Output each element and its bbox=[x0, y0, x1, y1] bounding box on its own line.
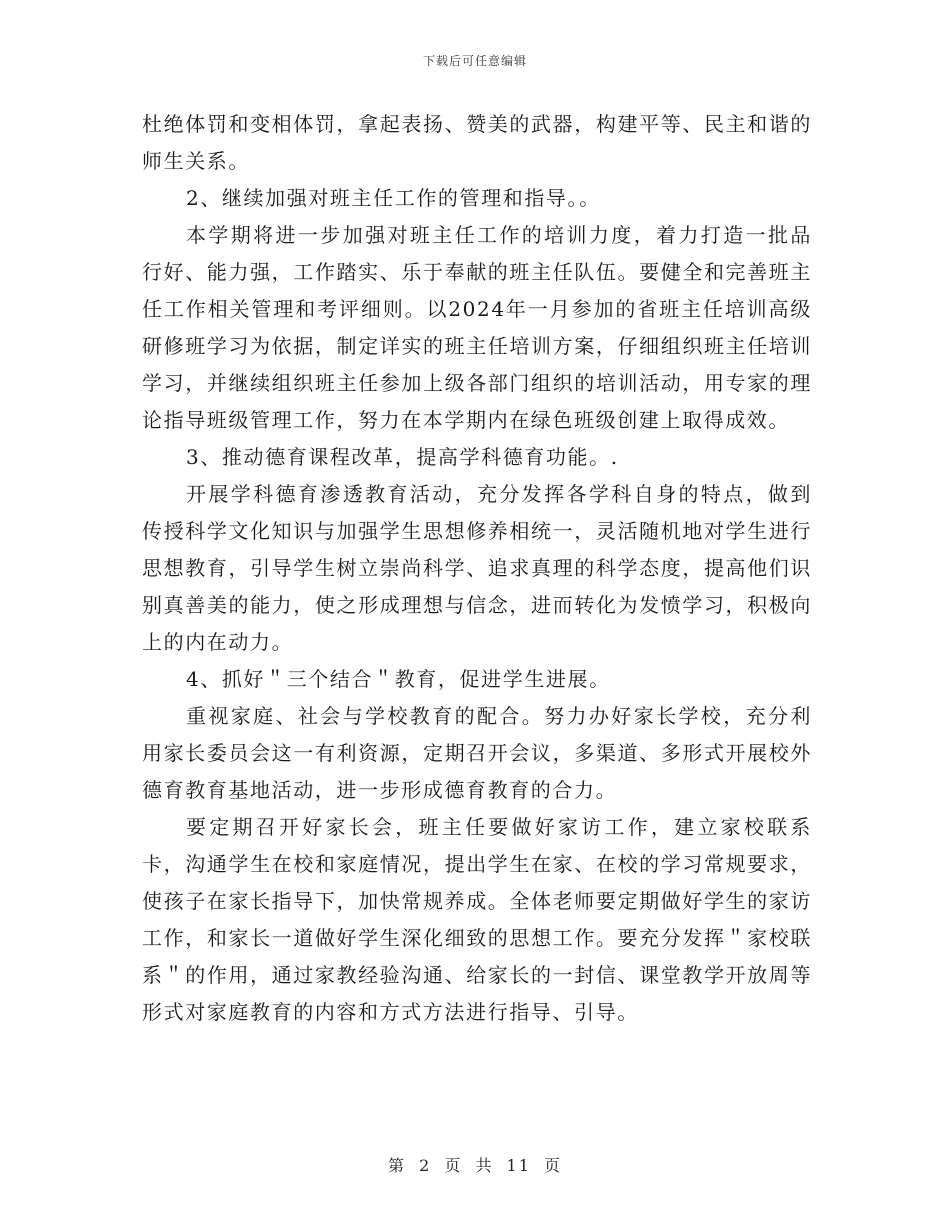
document-body bbox=[142, 106, 812, 1031]
page-header: 下载后可任意编辑 bbox=[422, 54, 527, 68]
paragraph-family-school-cooperation: 重视家庭、社会与学校教育的配合。努力办好家长学校，充分利用家长委员会这一有利资源，定期召开会议，多渠道、多形式开展校外德育教育基地活动，进一步形成德育教育的合力。 bbox=[142, 704, 812, 802]
section-heading-2: 2、继续加强对班主任工作的管理和指导。。 bbox=[186, 186, 601, 210]
paragraph-subject-moral-education: 开展学科德育渗透教育活动，充分发挥各学科自身的特点，做到传授科学文化知识与加强学生思想修养相统一，灵活随机地对学生进行思想教育，引导学生树立崇尚科学、追求真理的科学态度，提高他们识别真善美的能力，使之形成理想与信念，进而转化为发愤学习，积极向上的内在动力。 bbox=[142, 482, 812, 654]
paragraph-continuation: 杜绝体罚和变相体罚，拿起表扬、赞美的武器，构建平等、民主和谐的师生关系。 bbox=[142, 112, 812, 173]
section-heading-4: 4、抓好＂三个结合＂教育，促进学生进展。 bbox=[186, 667, 611, 691]
page-number-footer: 第 2 页 共 11 页 bbox=[388, 1156, 562, 1175]
paragraph-class-teacher-training: 本学期将进一步加强对班主任工作的培训力度，着力打造一批品行好、能力强，工作踏实、乐于奉献的班主任队伍。要健全和完善班主任工作相关管理和考评细则。以2024年一月参加的省班主任培训高级研修班学习为依据，制定详实的班主任培训方案，仔细组织班主任培训学习，并继续组织班主任参加上级各部门组织的培训活动，用专家的理论指导班级管理工作，努力在本学期内在绿色班级创建上取得成效。 bbox=[142, 223, 812, 432]
paragraph-parent-meetings: 要定期召开好家长会，班主任要做好家访工作，建立家校联系卡，沟通学生在校和家庭情况，提出学生在家、在校的学习常规要求，使孩子在家长指导下，加快常规养成。全体老师要定期做好学生的家访工作，和家长一道做好学生深化细致的思想工作。要充分发挥＂家校联系＂的作用，通过家教经验沟通、给家长的一封信、课堂教学开放周等形式对家庭教育的内容和方式方法进行指导、引导。 bbox=[142, 815, 812, 1024]
section-heading-3: 3、推动德育课程改革，提高学科德育功能。. bbox=[186, 445, 619, 469]
